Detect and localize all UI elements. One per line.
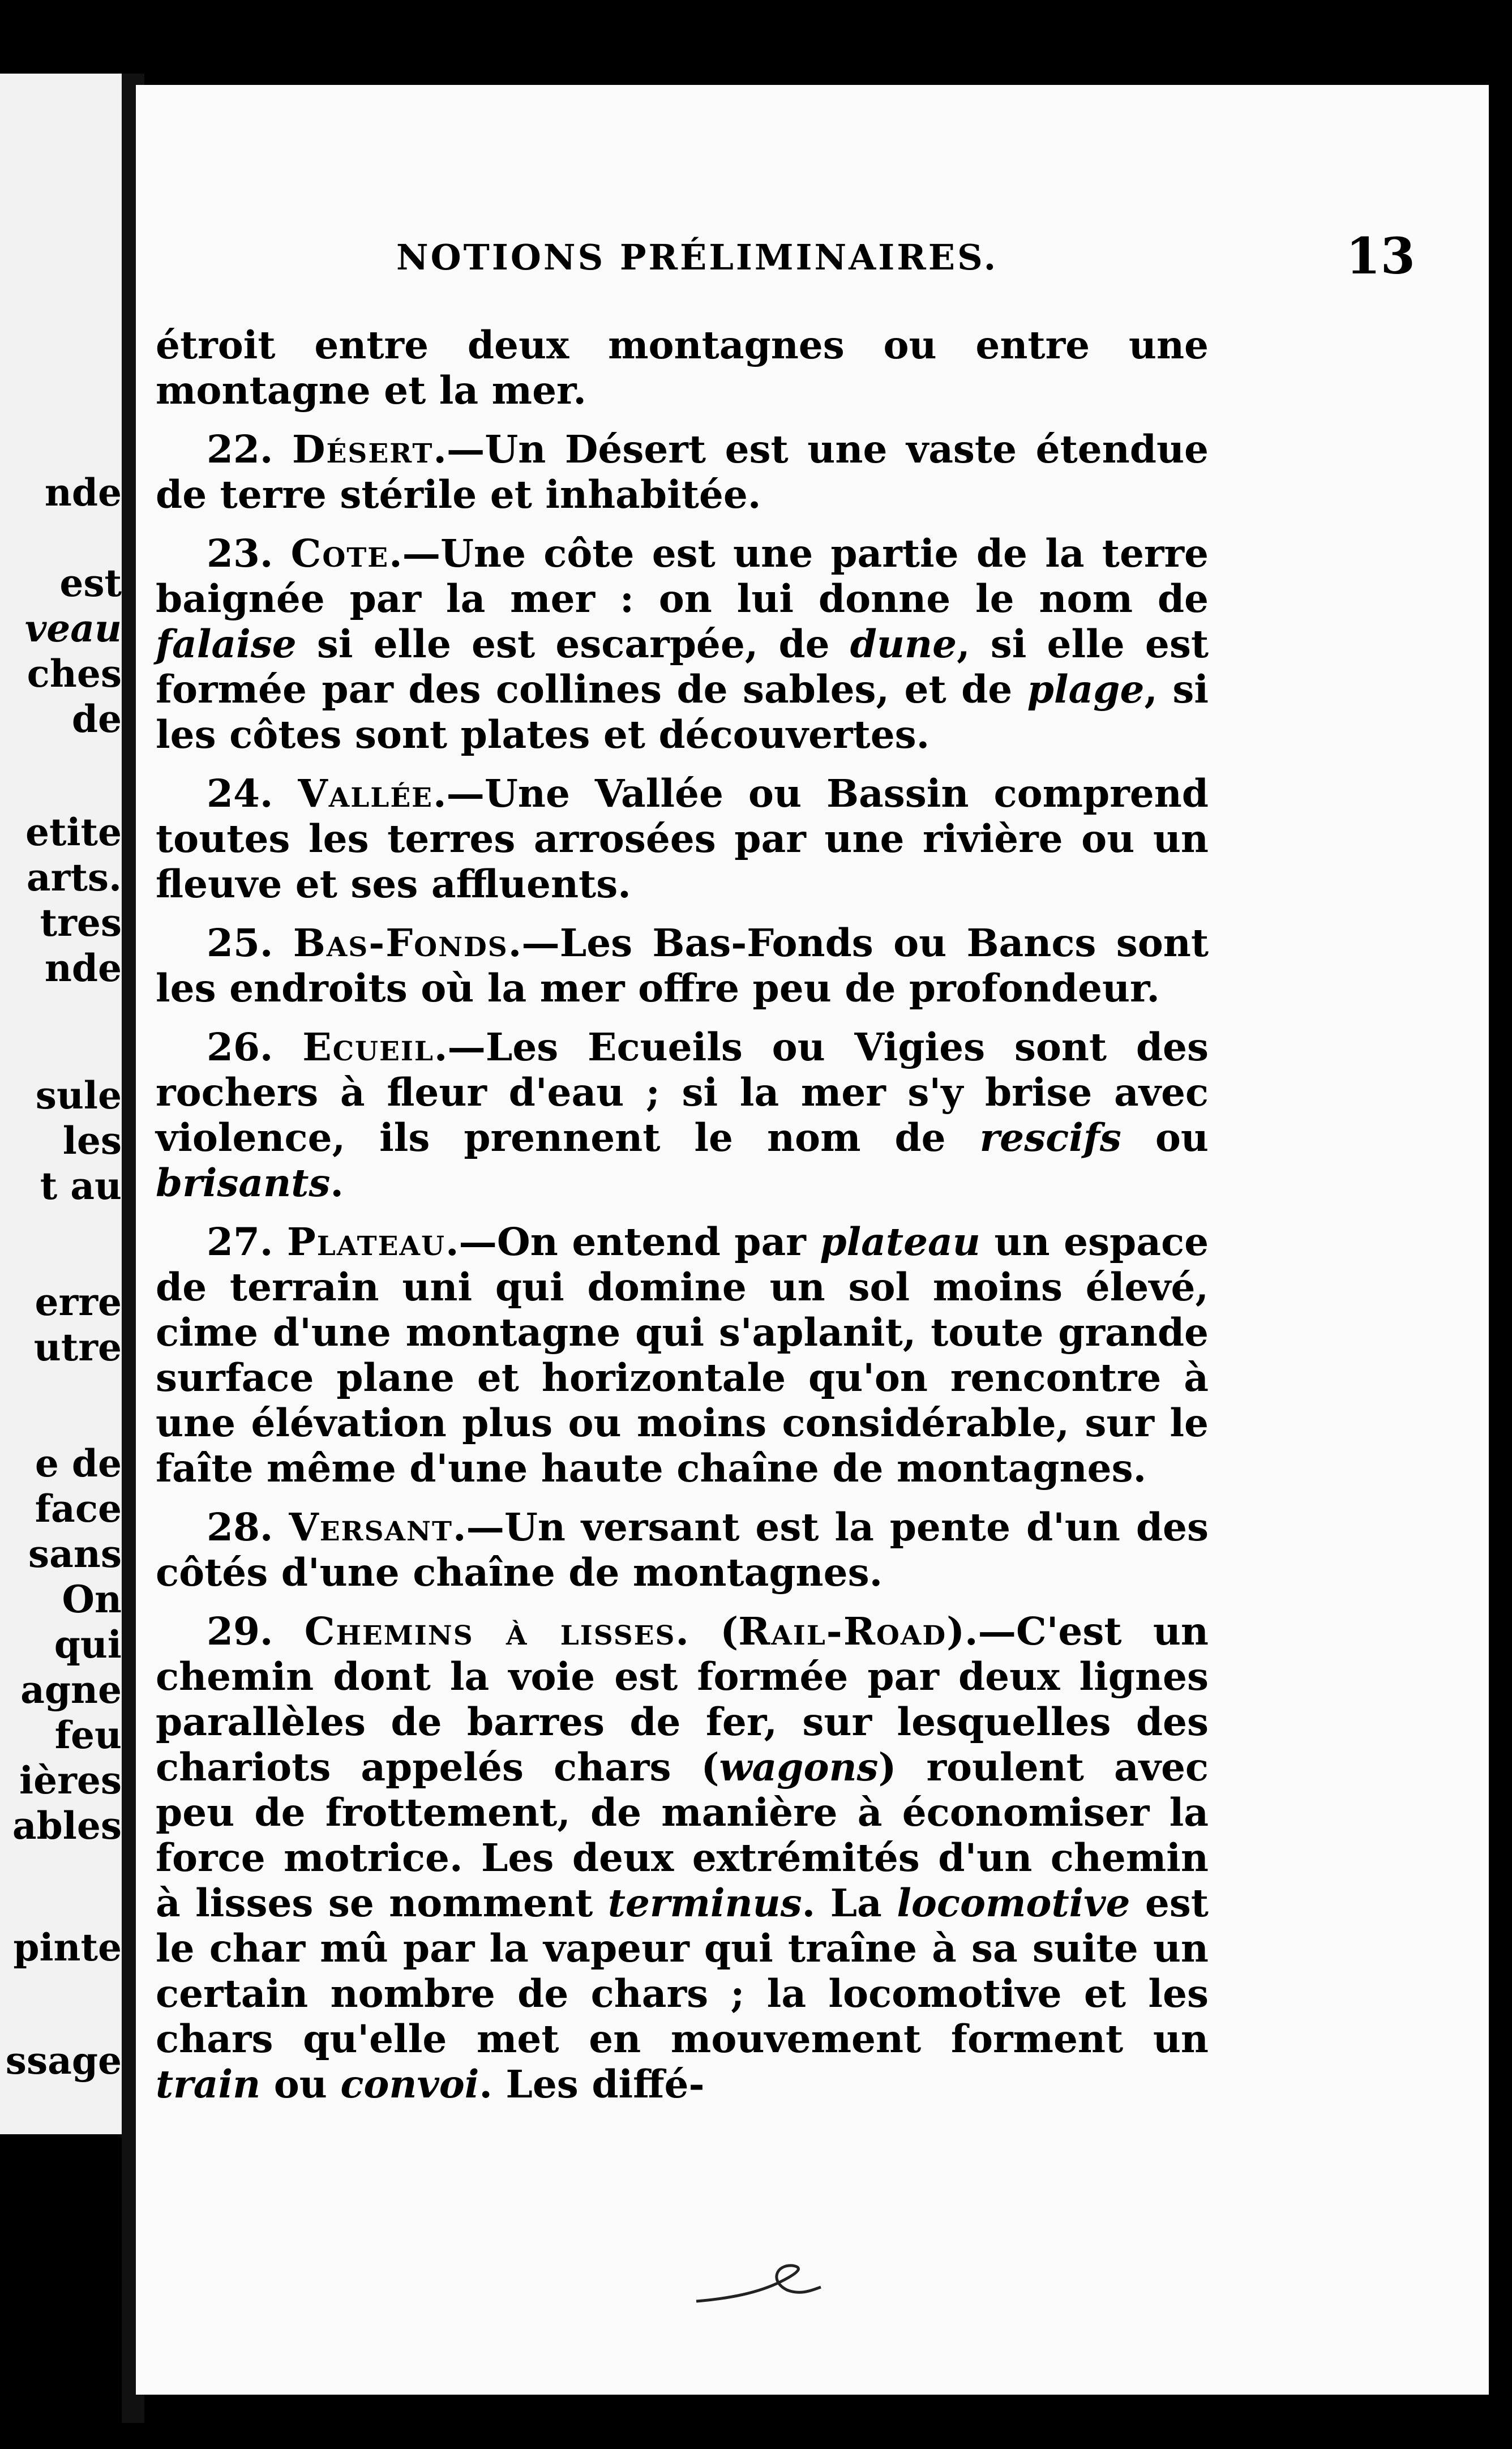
entry-text: ou bbox=[1121, 1115, 1209, 1160]
entry-text: étroit entre deux montagnes ou entre une montagne et la mer. bbox=[156, 323, 1209, 413]
entry-text: ).—C'est un chemin dont la voie est formée par deux lignes parallèles de barres de fer, sur lesquelles des chariots appelés chars ( bbox=[156, 1609, 1209, 1789]
facing-page-word: arts. bbox=[26, 855, 122, 900]
facing-page-word: erre bbox=[35, 1280, 122, 1324]
body-text bbox=[156, 323, 1209, 2121]
entry-text: .—Les Ecueils ou Vigies sont des rochers à fleur d'eau ; si la mer s'y brise avec violence, ils prennent le nom de bbox=[156, 1025, 1209, 1160]
facing-page-word: sule bbox=[35, 1073, 122, 1118]
entry-term: Plateau bbox=[286, 1219, 446, 1264]
entry-text: 22. bbox=[207, 427, 293, 472]
facing-page-word: t au bbox=[40, 1164, 122, 1208]
facing-page-word: pinte bbox=[13, 1925, 122, 1970]
facing-page-word: ssage bbox=[5, 2039, 122, 2083]
entry-text: 29. bbox=[207, 1609, 305, 1654]
definition-entry bbox=[156, 427, 1209, 517]
facing-page-word: est bbox=[59, 561, 122, 605]
entry-text: .—On entend par bbox=[445, 1219, 820, 1264]
entry-term: Rail-Road bbox=[738, 1609, 947, 1654]
running-title: NOTIONS PRÉLIMINAIRES. bbox=[396, 237, 999, 278]
entry-text: 28. bbox=[207, 1505, 289, 1549]
facing-page-word: ières bbox=[19, 1758, 122, 1803]
italic-term: locomotive bbox=[897, 1881, 1130, 1925]
facing-page-word: sans bbox=[28, 1532, 122, 1576]
entry-term: Désert bbox=[292, 427, 434, 472]
italic-term: train bbox=[156, 2062, 261, 2107]
italic-term: convoi bbox=[340, 2062, 479, 2107]
entry-text: un espace de terrain uni qui domine un sol moins élevé, cime d'une montagne qui s'aplanit, toute grande surface plane et horizontale qu'on rencontre à une élévation plus ou moins considérable, sur le faîte même d'une haute chaîne de montagnes. bbox=[156, 1219, 1209, 1491]
entry-term: Chemins à lisses bbox=[304, 1609, 676, 1654]
facing-page-word: e de bbox=[35, 1441, 122, 1485]
entry-text: 24. bbox=[207, 771, 298, 816]
entry-text: . La bbox=[802, 1881, 897, 1925]
italic-term: terminus bbox=[607, 1881, 802, 1925]
definition-entry bbox=[156, 1219, 1209, 1491]
entry-text: si elle est escarpée, de bbox=[296, 622, 850, 666]
facing-page-word: etite bbox=[25, 810, 122, 854]
continued-paragraph bbox=[156, 323, 1209, 413]
entry-text: ) roulent avec peu de frottement, de manière à économiser la force motrice. Les deux extrémités d'un chemin à lisses se nomment bbox=[156, 1745, 1209, 1925]
entry-text: 23. bbox=[207, 531, 291, 576]
facing-page-word: les bbox=[62, 1119, 122, 1163]
facing-page-word: veau bbox=[24, 606, 122, 650]
entry-text: .—Une côte est une partie de la terre baignée par la mer : on lui donne le nom de bbox=[156, 531, 1209, 621]
facing-page-strip bbox=[0, 74, 122, 2134]
entry-text: 25. bbox=[207, 920, 293, 965]
entry-term: Cote bbox=[290, 531, 389, 576]
italic-term: rescifs bbox=[979, 1115, 1121, 1160]
definition-entry bbox=[156, 771, 1209, 907]
facing-page-word: ables bbox=[12, 1804, 122, 1848]
facing-page-word: agne bbox=[20, 1668, 122, 1712]
italic-term: dune bbox=[850, 622, 957, 666]
facing-page-word: de bbox=[71, 697, 122, 741]
entry-text: est le char mû par la vapeur qui traîne à sa suite un certain nombre de chars ; la locomotive et les chars qu'elle met en mouvement forment un bbox=[156, 1881, 1209, 2061]
facing-page-word: nde bbox=[44, 470, 122, 515]
italic-term: plateau bbox=[820, 1219, 980, 1264]
definition-entry bbox=[156, 531, 1209, 757]
italic-term: falaise bbox=[156, 622, 297, 666]
definition-entry bbox=[156, 920, 1209, 1011]
facing-page-word: qui bbox=[54, 1622, 122, 1667]
facing-page-word: feu bbox=[54, 1713, 122, 1757]
entry-text: 26. bbox=[207, 1025, 303, 1069]
facing-page-word: ches bbox=[27, 652, 122, 696]
entry-text: . Les diffé- bbox=[479, 2062, 705, 2107]
facing-page-word: tres bbox=[40, 901, 122, 945]
facing-page-word: nde bbox=[44, 946, 122, 990]
entry-text: 27. bbox=[207, 1219, 287, 1264]
entry-text: . bbox=[330, 1161, 344, 1205]
facing-page-word: utre bbox=[33, 1325, 122, 1369]
ink-stroke-mark bbox=[691, 2259, 826, 2310]
entry-term: Ecueil bbox=[302, 1025, 434, 1069]
entry-text: .—Les Bas-Fonds ou Bancs sont les endroits où la mer offre peu de profondeur. bbox=[156, 920, 1209, 1011]
entry-text: .—Un Désert est une vaste étendue de terre stérile et inhabitée. bbox=[156, 427, 1209, 517]
italic-term: brisants bbox=[156, 1161, 331, 1205]
italic-term: plage bbox=[1027, 667, 1145, 712]
facing-page-word: face bbox=[35, 1487, 122, 1531]
entry-text: , si elle est formée par des collines de sables, et de bbox=[156, 622, 1209, 712]
entry-text: , si les côtes sont plates et découvertes. bbox=[156, 667, 1209, 757]
entry-term: Vallée bbox=[298, 771, 433, 816]
facing-page-word: On bbox=[62, 1577, 122, 1621]
entry-text: .—Une Vallée ou Bassin comprend toutes les terres arrosées par une rivière ou un fleuve et ses affluents. bbox=[156, 771, 1209, 906]
page-number: 13 bbox=[1346, 226, 1415, 285]
definition-entry bbox=[156, 1505, 1209, 1595]
entry-text: ou bbox=[260, 2062, 341, 2107]
entry-text: . ( bbox=[675, 1609, 739, 1654]
italic-term: wagons bbox=[719, 1745, 879, 1789]
entry-text: .—Un versant est la pente d'un des côtés d'une chaîne de montagnes. bbox=[156, 1505, 1209, 1595]
running-head bbox=[260, 226, 1466, 289]
definition-entry bbox=[156, 1609, 1209, 2107]
definition-entry bbox=[156, 1025, 1209, 1206]
entry-term: Versant bbox=[289, 1505, 453, 1549]
entry-term: Bas-Fonds bbox=[293, 920, 508, 965]
